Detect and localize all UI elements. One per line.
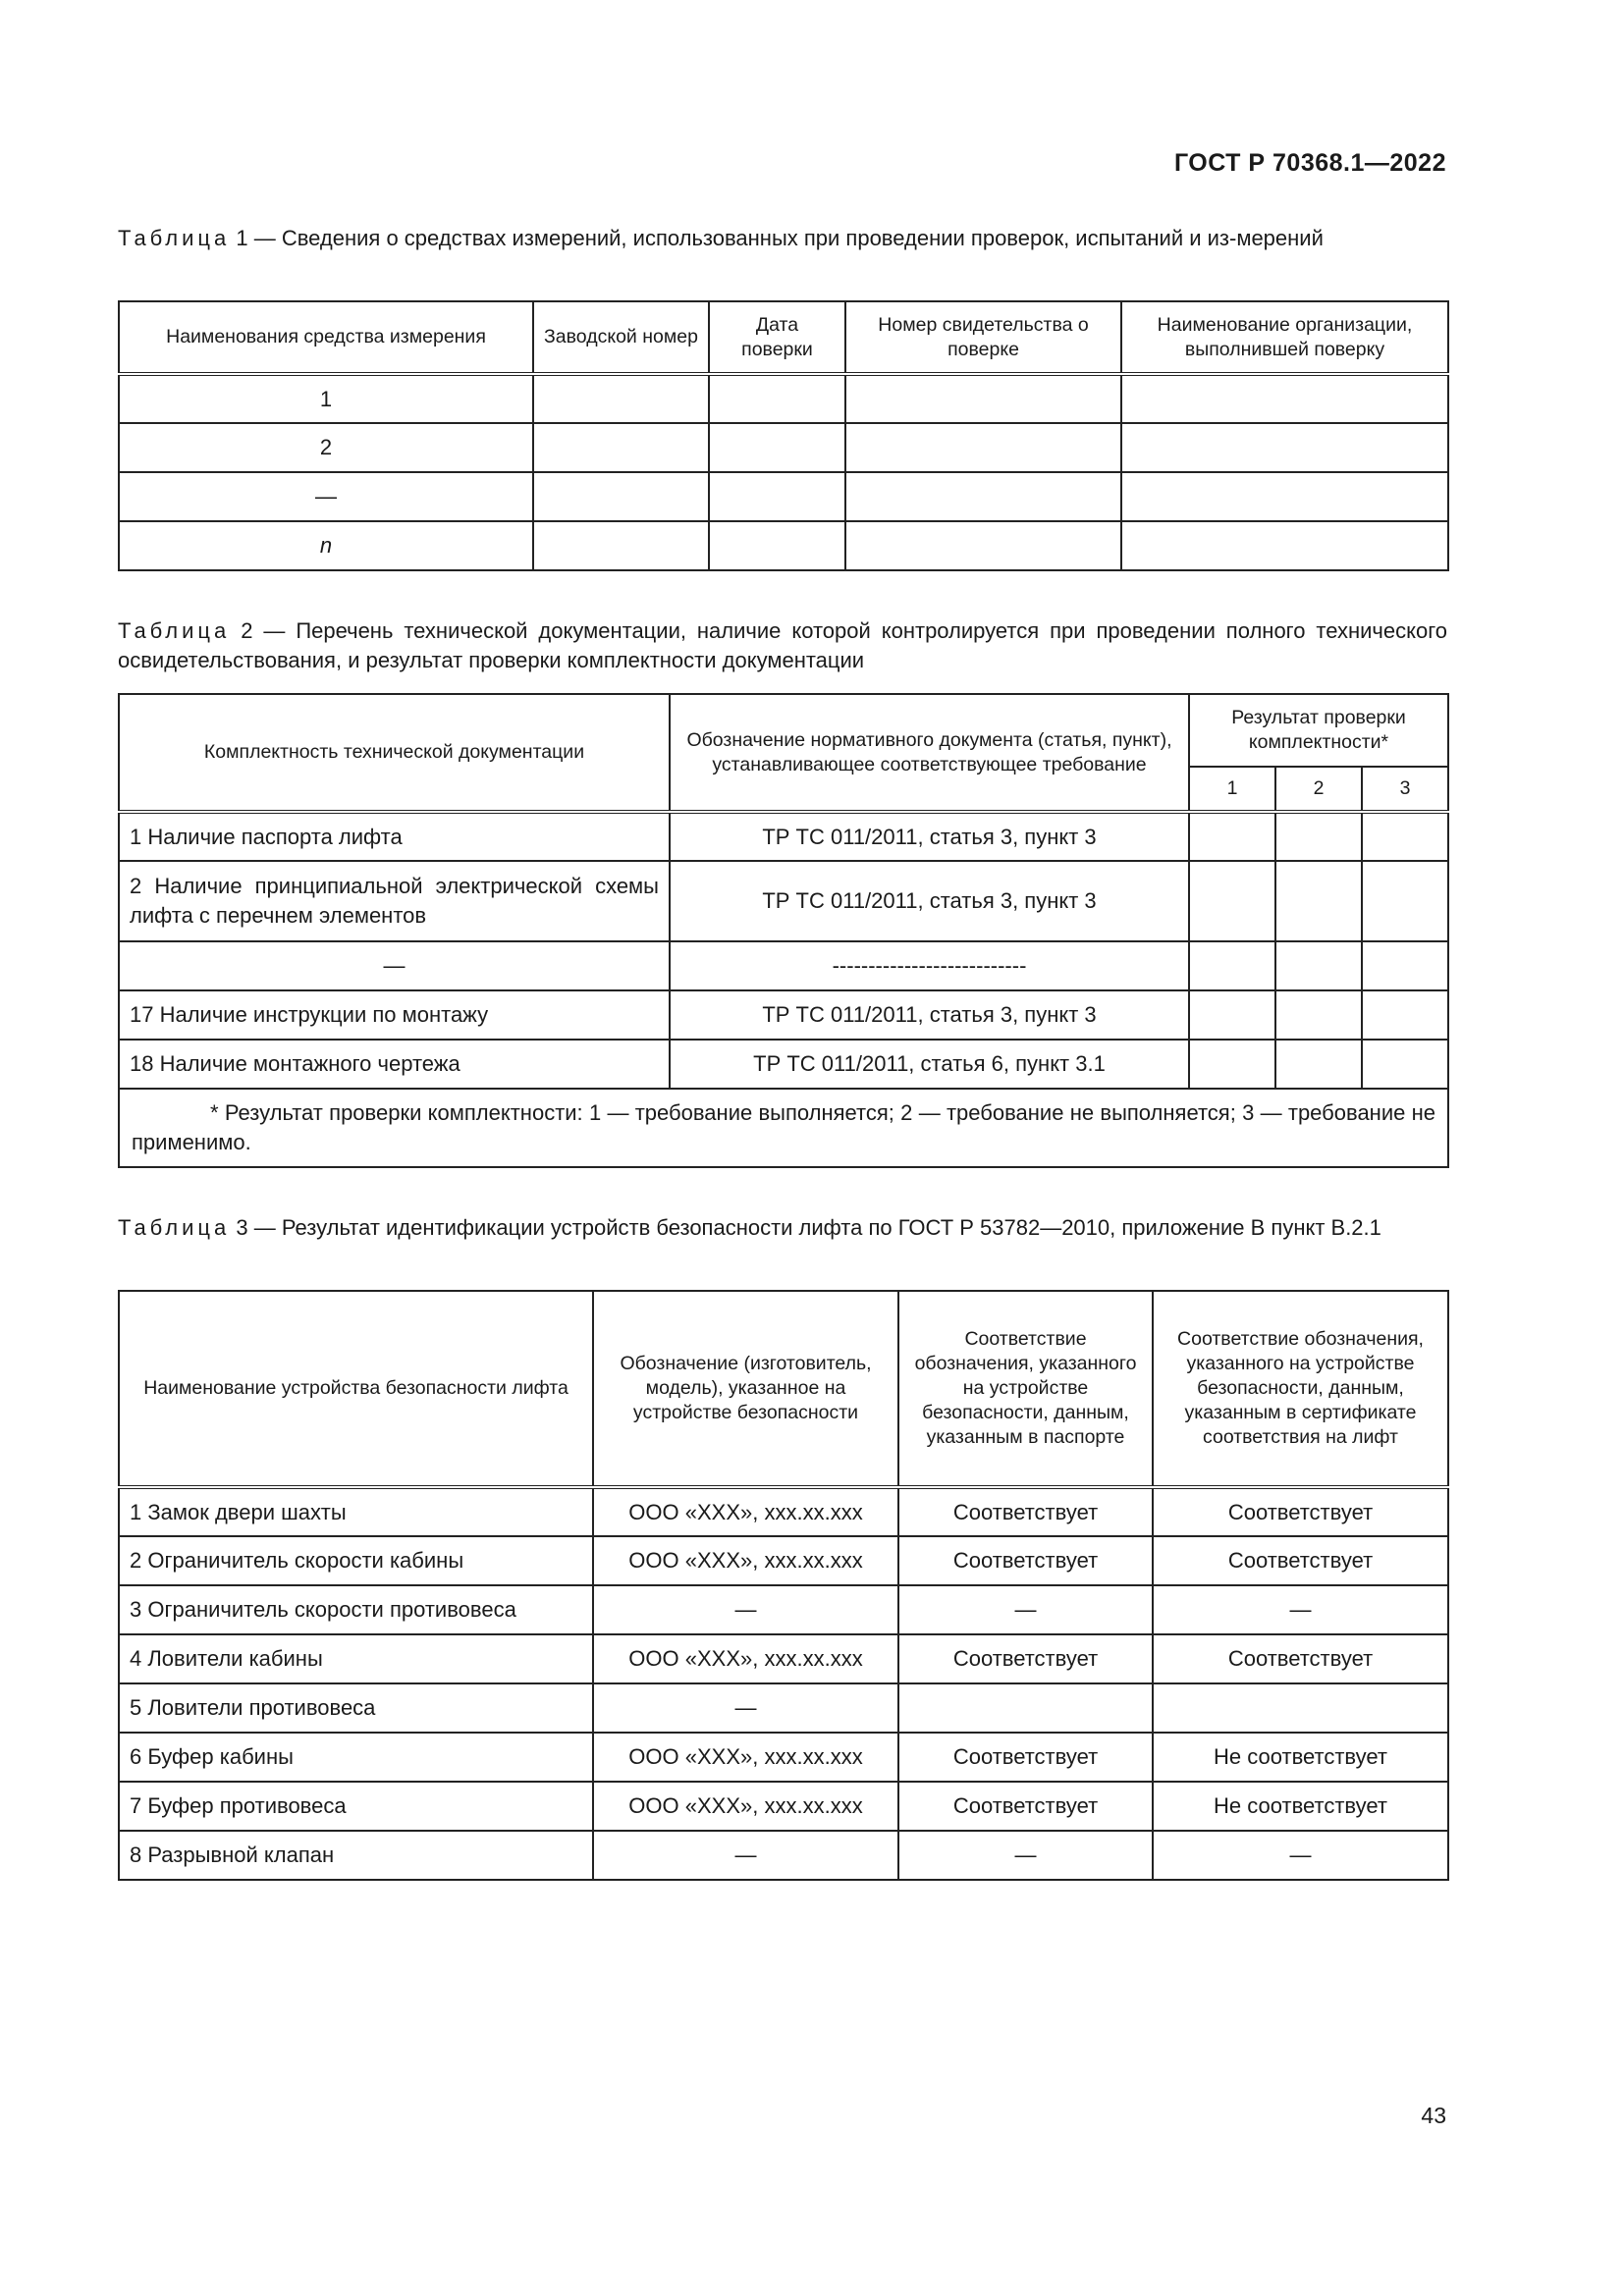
table1-caption-label: Таблица — [118, 226, 231, 250]
table3-header-marking: Обозначение (изготовитель, модель), указанное на устройстве безопасности — [593, 1291, 898, 1487]
standard-code: ГОСТ Р 70368.1—2022 — [1173, 149, 1446, 177]
table3-passport-cell: Соответствует — [898, 1634, 1153, 1683]
measurement-instruments-table — [118, 300, 1449, 571]
table-row — [119, 1683, 1448, 1733]
table2-header-result: Результат проверки комплектности* — [1189, 694, 1448, 767]
table1-row-number: 1 — [119, 374, 533, 423]
table3-marking-cell: — — [593, 1683, 898, 1733]
table3-marking-cell: ООО «ХХХ», ххх.хх.ххх — [593, 1782, 898, 1831]
table2-subheader-3: 3 — [1362, 767, 1448, 812]
table3-certificate-cell: — — [1153, 1831, 1448, 1880]
table2-ref-cell: ТР ТС 011/2011, статья 3, пункт 3 — [670, 812, 1189, 861]
table3-device-cell: 5 Ловители противовеса — [119, 1683, 593, 1733]
table-row — [119, 521, 1448, 570]
table1-row-number: n — [119, 521, 533, 570]
table3-certificate-cell: Не соответствует — [1153, 1782, 1448, 1831]
table1-header-certificate: Номер свидетельства о поверке — [845, 301, 1121, 374]
table2-header-completeness: Комплектность технической документации — [119, 694, 670, 812]
table3-header-device: Наименование устройства безопасности лифта — [119, 1291, 593, 1487]
table-row — [119, 1536, 1448, 1585]
table2-ref-cell: ТР ТС 011/2011, статья 6, пункт 3.1 — [670, 1040, 1189, 1089]
table3-marking-cell: ООО «ХХХ», ххх.хх.ххх — [593, 1634, 898, 1683]
table-row — [119, 941, 1448, 990]
table2-subheader-2: 2 — [1275, 767, 1362, 812]
table3-certificate-cell: Соответствует — [1153, 1487, 1448, 1536]
table3-marking-cell: — — [593, 1831, 898, 1880]
table-row — [119, 1782, 1448, 1831]
table-row — [119, 1487, 1448, 1536]
table3-caption-text: 3 — Результат идентификации устройств безопасности лифта по ГОСТ Р 53782—2010, приложение В пункт В.2.1 — [230, 1215, 1381, 1240]
table3-device-cell: 2 Ограничитель скорости кабины — [119, 1536, 593, 1585]
table3-header-certificate-match: Соответствие обозначения, указанного на устройстве безопасности, данным, указанным в сертификате соответствия на лифт — [1153, 1291, 1448, 1487]
table-row — [119, 1634, 1448, 1683]
table3-marking-cell: ООО «ХХХ», ххх.хх.ххх — [593, 1733, 898, 1782]
table1-row-number: — — [119, 472, 533, 521]
table3-marking-cell: ООО «ХХХ», ххх.хх.ххх — [593, 1536, 898, 1585]
table1-header-serial: Заводской номер — [533, 301, 709, 374]
table2-doc-cell: 1 Наличие паспорта лифта — [119, 812, 670, 861]
technical-documentation-table — [118, 693, 1449, 1168]
table1-caption — [118, 224, 1447, 253]
table3-passport-cell: — — [898, 1831, 1153, 1880]
table2-doc-cell: 17 Наличие инструкции по монтажу — [119, 990, 670, 1040]
table3-passport-cell: Соответствует — [898, 1487, 1153, 1536]
table3-caption-label: Таблица — [118, 1215, 231, 1240]
table1-caption-text: 1 — Сведения о средствах измерений, использованных при проведении проверок, испытаний и из-мерений — [230, 226, 1324, 250]
table-row — [119, 374, 1448, 423]
table-row — [119, 1831, 1448, 1880]
table-row — [119, 472, 1448, 521]
table-row — [119, 1040, 1448, 1089]
table2-doc-cell: 2 Наличие принципиальной электрической схемы лифта с перечнем элементов — [119, 861, 670, 941]
table2-header-normative-doc: Обозначение нормативного документа (статья, пункт), устанавливающее соответствующее требование — [670, 694, 1189, 812]
table3-device-cell: 1 Замок двери шахты — [119, 1487, 593, 1536]
table2-doc-cell: 18 Наличие монтажного чертежа — [119, 1040, 670, 1089]
table3-device-cell: 6 Буфер кабины — [119, 1733, 593, 1782]
table-row — [119, 1733, 1448, 1782]
table3-certificate-cell: Не соответствует — [1153, 1733, 1448, 1782]
table3-caption — [118, 1213, 1447, 1243]
table3-certificate-cell — [1153, 1683, 1448, 1733]
table3-certificate-cell: Соответствует — [1153, 1536, 1448, 1585]
table3-device-cell: 3 Ограничитель скорости противовеса — [119, 1585, 593, 1634]
table3-passport-cell: Соответствует — [898, 1536, 1153, 1585]
table2-ref-cell: ТР ТС 011/2011, статья 3, пункт 3 — [670, 990, 1189, 1040]
table-row — [119, 423, 1448, 472]
table2-doc-cell: — — [119, 941, 670, 990]
table3-device-cell: 4 Ловители кабины — [119, 1634, 593, 1683]
table1-header-date: Дата поверки — [709, 301, 845, 374]
table2-ref-cell: --------------------------- — [670, 941, 1189, 990]
table2-caption-text: 2 — Перечень технической документации, наличие которой контролируется при проведении полного технического освидетельствования, и результат проверки комплектности документации — [118, 618, 1447, 672]
table3-passport-cell: Соответствует — [898, 1782, 1153, 1831]
safety-devices-table — [118, 1290, 1449, 1881]
page-number: 43 — [1421, 2103, 1446, 2128]
table3-passport-cell: — — [898, 1585, 1153, 1634]
table-row — [119, 812, 1448, 861]
table-row — [119, 861, 1448, 941]
table2-caption-label: Таблица — [118, 618, 231, 643]
table-row — [119, 1585, 1448, 1634]
table3-device-cell: 7 Буфер противовеса — [119, 1782, 593, 1831]
table2-caption — [118, 616, 1447, 675]
table1-row-number: 2 — [119, 423, 533, 472]
table3-marking-cell: — — [593, 1585, 898, 1634]
table-row — [119, 990, 1448, 1040]
table1-header-organization: Наименование организации, выполнившей поверку — [1121, 301, 1448, 374]
table3-device-cell: 8 Разрывной клапан — [119, 1831, 593, 1880]
table3-passport-cell: Соответствует — [898, 1733, 1153, 1782]
table3-header-passport-match: Соответствие обозначения, указанного на устройстве безопасности, данным, указанным в паспорте — [898, 1291, 1153, 1487]
table2-ref-cell: ТР ТС 011/2011, статья 3, пункт 3 — [670, 861, 1189, 941]
table3-certificate-cell: Соответствует — [1153, 1634, 1448, 1683]
table3-certificate-cell: — — [1153, 1585, 1448, 1634]
table2-footnote: * Результат проверки комплектности: 1 — требование выполняется; 2 — требование не выполняется; 3 — требование не применимо. — [119, 1089, 1448, 1167]
table3-passport-cell — [898, 1683, 1153, 1733]
table2-subheader-1: 1 — [1189, 767, 1275, 812]
table1-header-instrument: Наименования средства измерения — [119, 301, 533, 374]
table3-marking-cell: ООО «ХХХ», ххх.хх.ххх — [593, 1487, 898, 1536]
